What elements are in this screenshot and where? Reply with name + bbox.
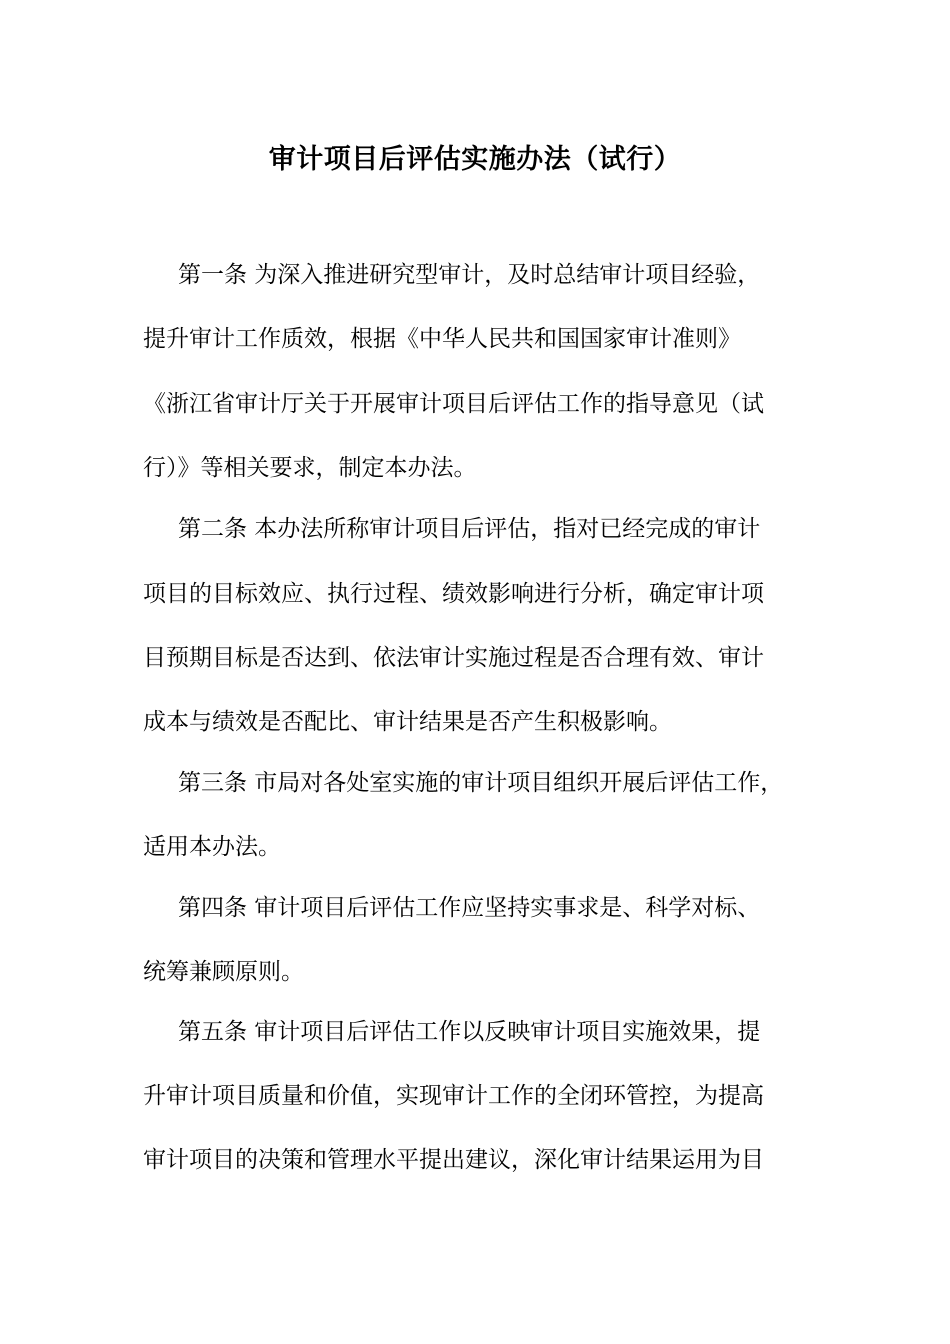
article-2-line-1: 第二条 本办法所称审计项目后评估，指对已经完成的审计	[178, 516, 761, 542]
article-1-line-1: 第一条 为深入推进研究型审计，及时总结审计项目经验，	[178, 262, 761, 288]
article-2-line-4: 成本与绩效是否配比、审计结果是否产生积极影响。	[143, 709, 672, 735]
article-5-line-1: 第五条 审计项目后评估工作以反映审计项目实施效果，提	[178, 1019, 761, 1045]
article-5-line-2: 升审计项目质量和价值，实现审计工作的全闭环管控，为提高	[143, 1083, 764, 1109]
article-1-line-4: 行）》等相关要求，制定本办法。	[143, 455, 477, 481]
article-4-line-1: 第四条 审计项目后评估工作应坚持实事求是、科学对标、	[178, 895, 761, 921]
article-5-line-3: 审计项目的决策和管理水平提出建议，深化审计结果运用为目	[143, 1147, 764, 1173]
article-1-line-2: 提升审计工作质效，根据《中华人民共和国国家审计准则》	[143, 326, 741, 352]
article-3-line-2: 适用本办法。	[143, 834, 281, 860]
document-title: 审计项目后评估实施办法（试行）	[268, 144, 682, 175]
article-2-line-2: 项目的目标效应、执行过程、绩效影响进行分析，确定审计项	[143, 581, 764, 607]
article-1-line-3: 《浙江省审计厅关于开展审计项目后评估工作的指导意见（试	[143, 391, 764, 417]
article-3-line-1: 第三条 市局对各处室实施的审计项目组织开展后评估工作，	[178, 770, 784, 796]
article-4-line-2: 统筹兼顾原则。	[143, 959, 304, 985]
article-2-line-3: 目预期目标是否达到、依法审计实施过程是否合理有效、审计	[143, 645, 764, 671]
